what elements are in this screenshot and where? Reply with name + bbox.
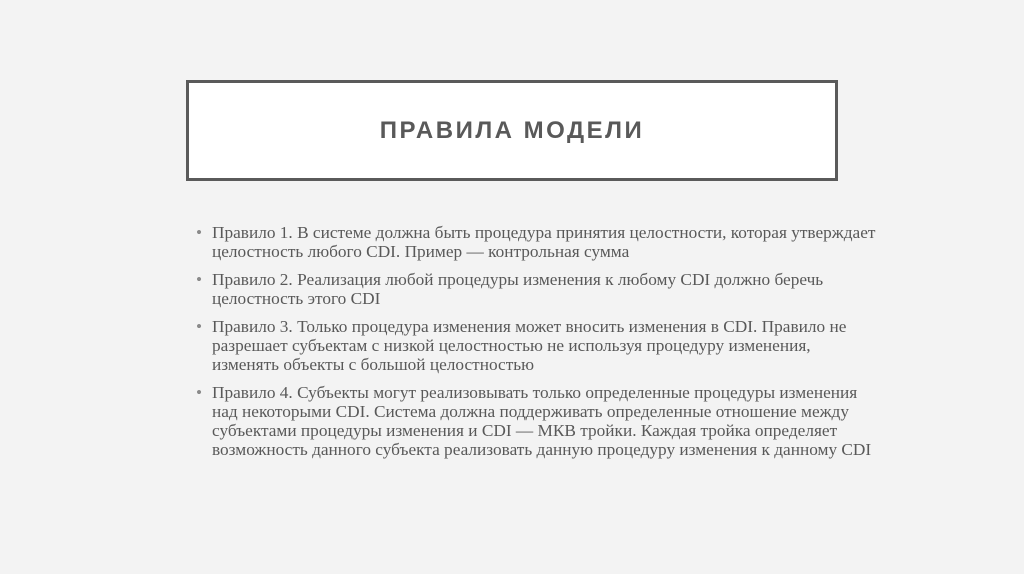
title-box xyxy=(186,80,838,181)
rule-text: Правило 2. Реализация любой процедуры изменения к любому CDI должно беречь целостность этого CDI xyxy=(212,270,824,308)
rule-item-2 xyxy=(196,270,876,308)
rule-text: Правило 4. Субъекты могут реализовывать только определенные процедуры изменения над некоторыми CDI. Система должна поддерживать определенные отношение между субъектами процедуры изменения и CDI — МКВ тройки. Каждая тройка определяет возможность данного субъекта реализовать данную процедуру изменения к данному CDI xyxy=(212,383,872,459)
rule-text: Правило 1. В системе должна быть процедура принятия целостности, которая утверждает целостность любого CDI. Пример — контрольная сумма xyxy=(212,223,876,261)
rule-item-1 xyxy=(196,223,876,261)
rule-text: Правило 3. Только процедура изменения может вносить изменения в CDI. Правило не разрешает субъектам с низкой целостностью не используя процедуру изменения, изменять объекты с большой целостностью xyxy=(212,317,847,374)
bullet-icon: • xyxy=(196,270,203,289)
rules-list xyxy=(196,223,876,468)
rule-item-4 xyxy=(196,383,876,459)
bullet-icon: • xyxy=(196,383,203,402)
rule-item-3 xyxy=(196,317,876,374)
bullet-icon: • xyxy=(196,223,203,242)
bullet-icon: • xyxy=(196,317,203,336)
slide-title: ПРАВИЛА МОДЕЛИ xyxy=(379,116,645,144)
